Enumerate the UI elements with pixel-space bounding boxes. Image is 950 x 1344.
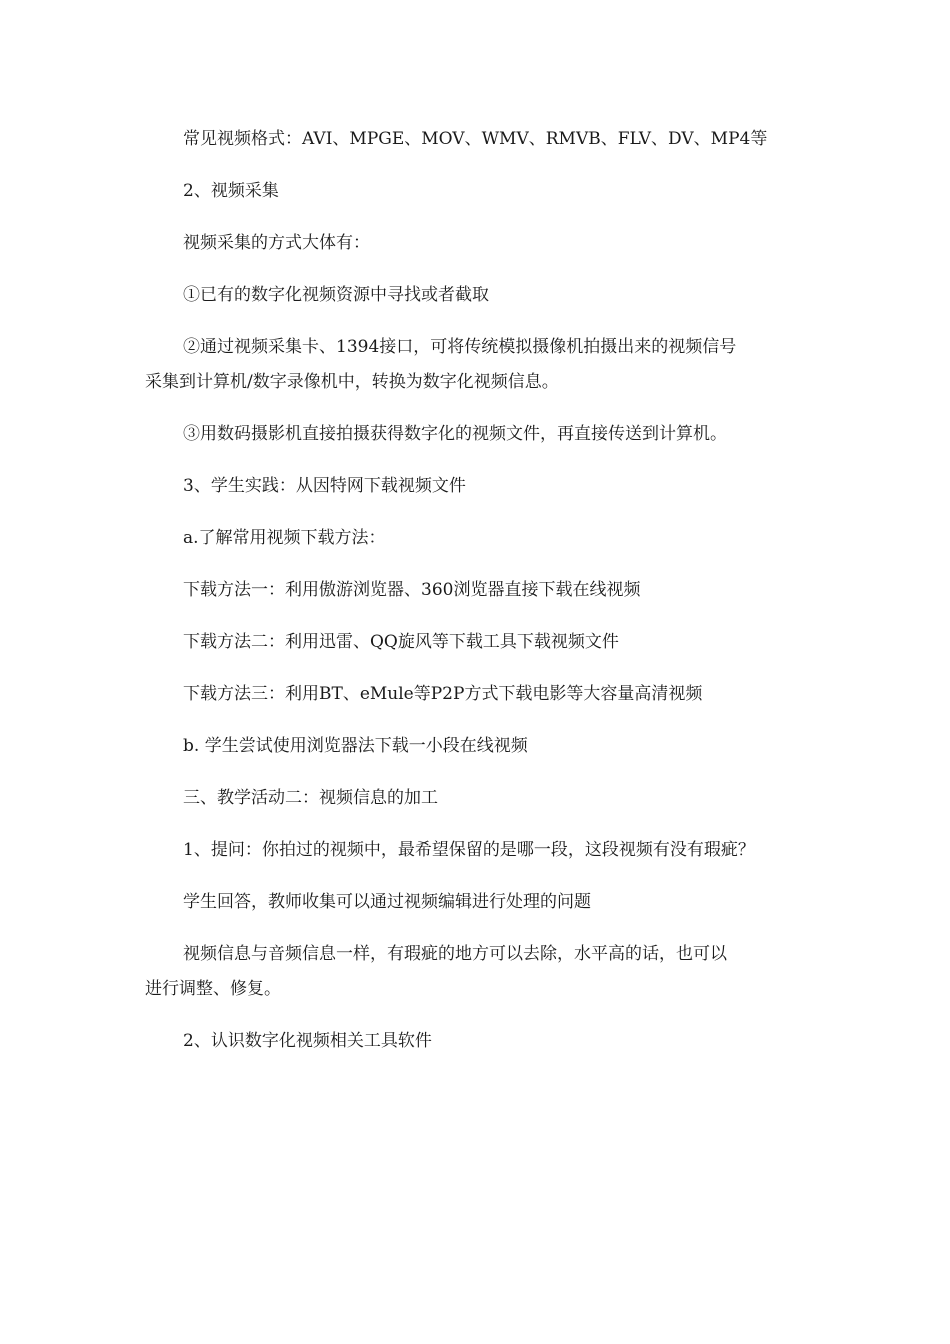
capture-method-2: ②通过视频采集卡、1394接口，可将传统模拟摄像机拍摄出来的视频信号 [183,337,737,357]
video-formats-text: 常见视频格式：AVI、MPGE、MOV、WMV、RMVB、FLV、DV、MP4等 [183,129,768,149]
capture-method-1: ①已有的数字化视频资源中寻找或者截取 [183,285,489,305]
capture-method-3: ③用数码摄影机直接拍摄获得数字化的视频文件，再直接传送到计算机。 [183,424,727,444]
section-video-capture-heading: 2、视频采集 [183,181,279,201]
video-info-processing-text: 视频信息与音频信息一样，有瑕疵的地方可以去除，水平高的话，也可以 [183,944,727,964]
download-methods-intro: a.了解常用视频下载方法： [183,528,386,548]
download-method-1: 下载方法一：利用傲游浏览器、360浏览器直接下载在线视频 [183,580,641,600]
section-tools-heading: 2、认识数字化视频相关工具软件 [183,1031,432,1051]
capture-method-2-continued: 采集到计算机/数字录像机中，转换为数字化视频信息。 [145,372,559,392]
question-text: 1、提问：你拍过的视频中，最希望保留的是哪一段，这段视频有没有瑕疵？ [183,840,755,860]
section-student-practice-heading: 3、学生实践：从因特网下载视频文件 [183,476,466,496]
section-activity-two-heading: 三、教学活动二：视频信息的加工 [183,788,438,808]
video-info-processing-continued: 进行调整、修复。 [145,979,281,999]
capture-methods-intro: 视频采集的方式大体有： [183,233,370,253]
download-method-3: 下载方法三：利用BT、eMule等P2P方式下载电影等大容量高清视频 [183,684,703,704]
download-method-2: 下载方法二：利用迅雷、QQ旋风等下载工具下载视频文件 [183,632,619,652]
student-try-download: b. 学生尝试使用浏览器法下载一小段在线视频 [183,736,528,756]
student-answer-text: 学生回答，教师收集可以通过视频编辑进行处理的问题 [183,892,591,912]
